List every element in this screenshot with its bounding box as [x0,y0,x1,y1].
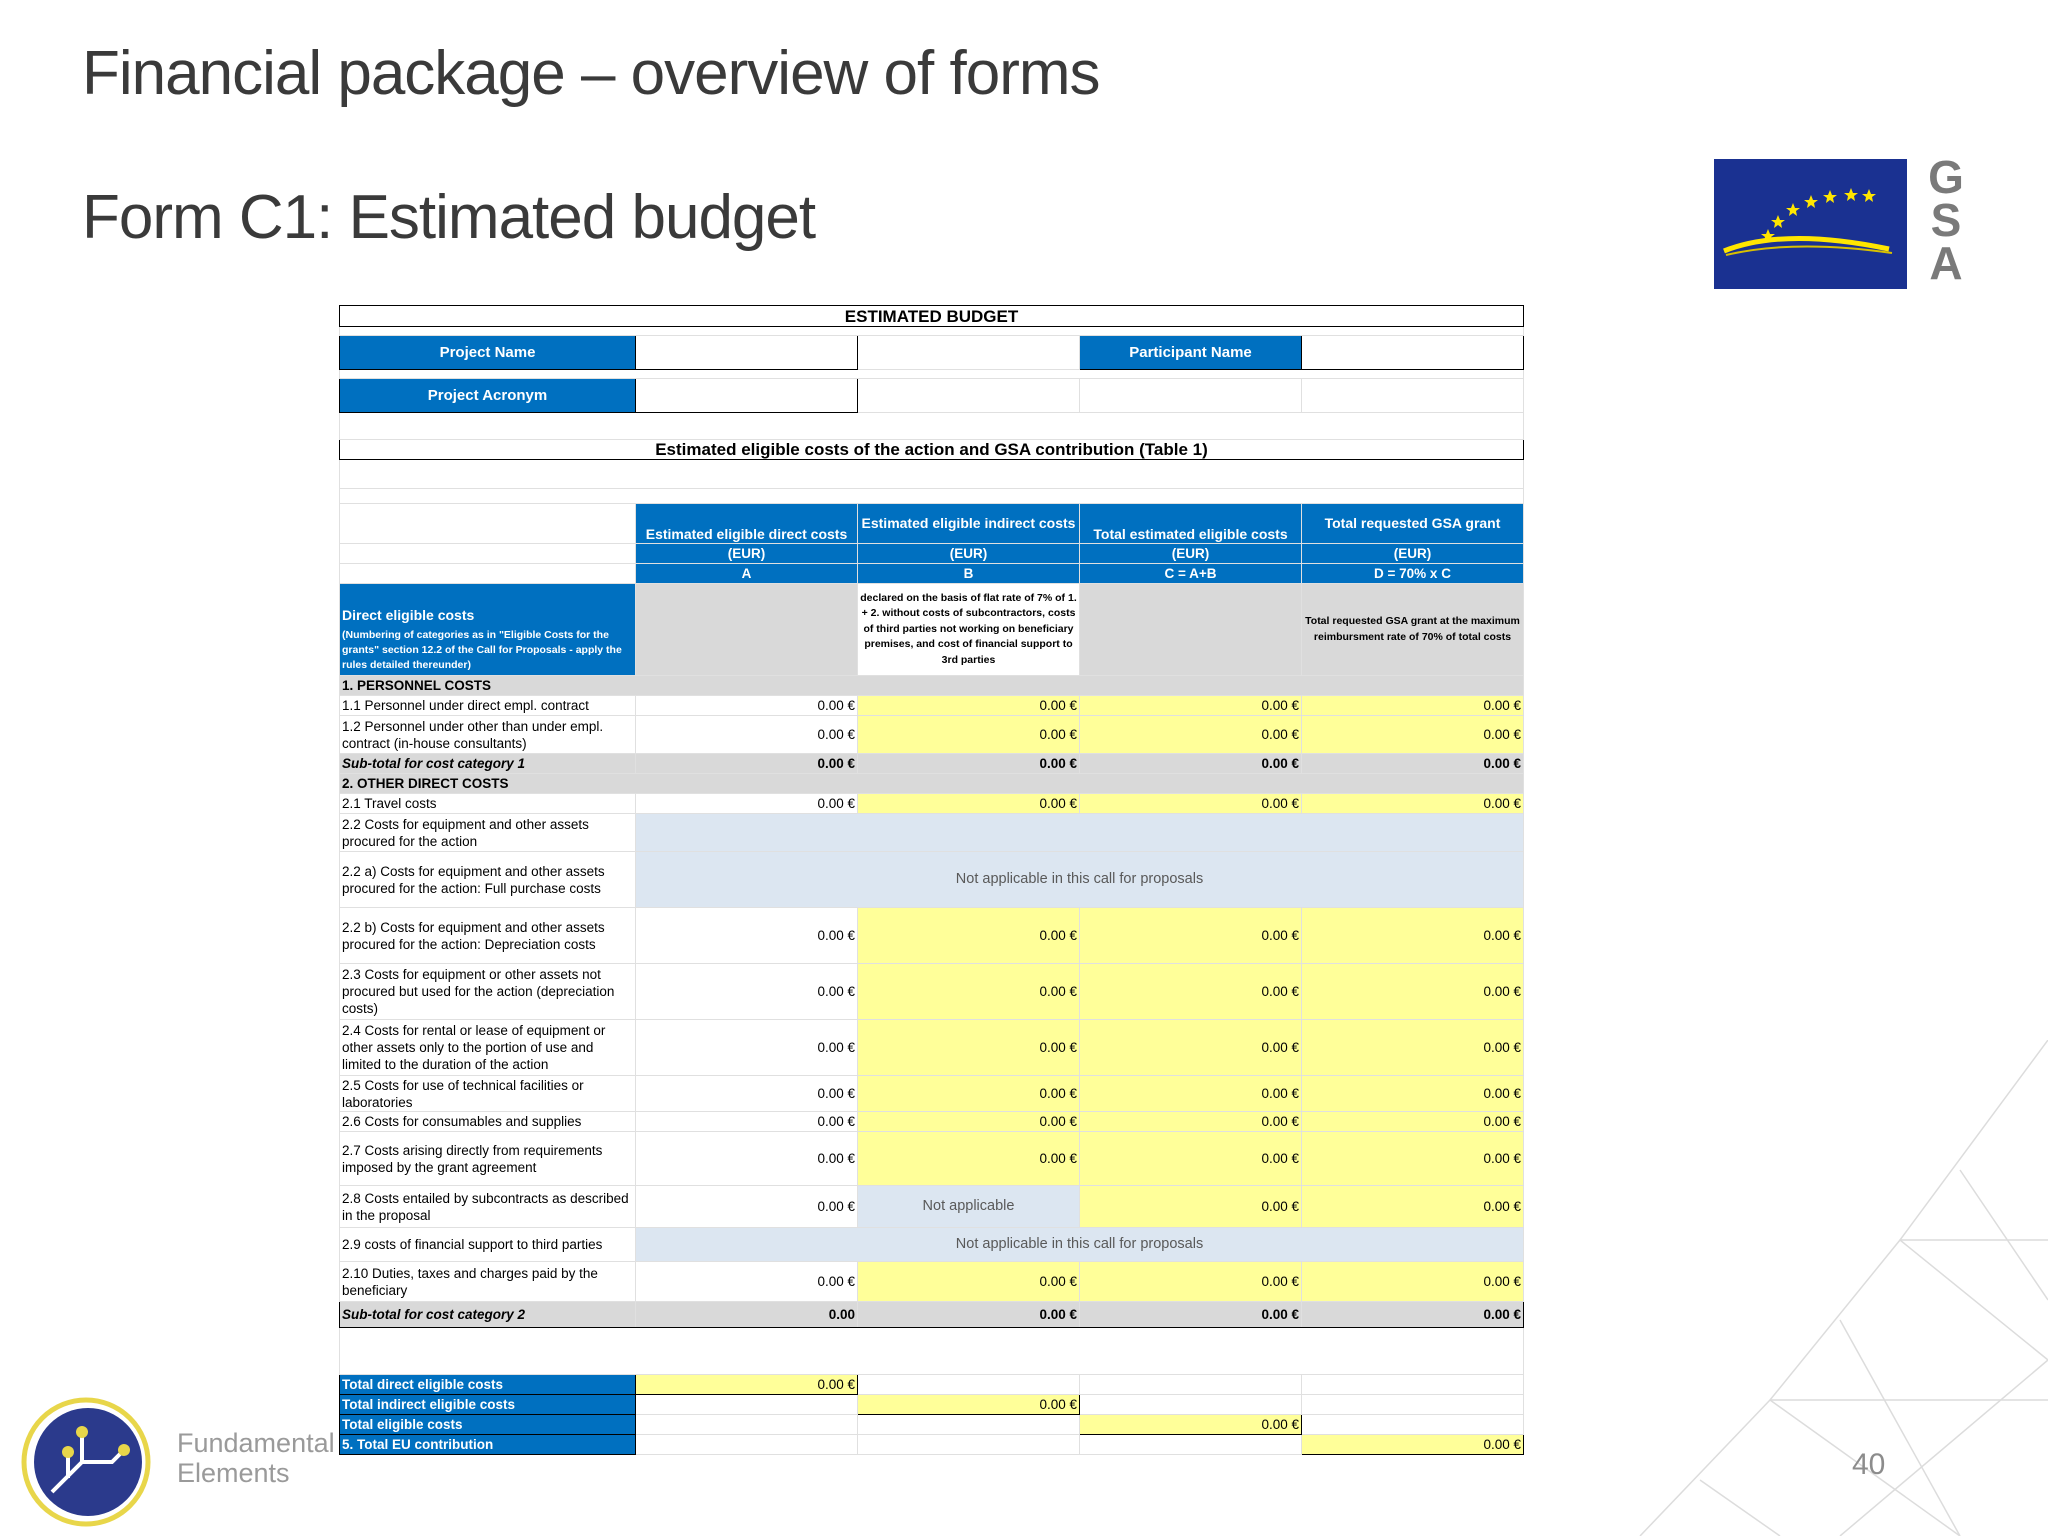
row-2-6-label: 2.6 Costs for consumables and supplies [340,1112,636,1132]
row-1-1-label: 1.1 Personnel under direct empl. contract [340,696,636,716]
r2-8-c: 0.00 € [1080,1186,1302,1228]
eu-stars-arc-icon [1714,159,1907,289]
direct-costs-label: Direct eligible costs [342,607,475,623]
r2-10-b: 0.00 € [858,1262,1080,1302]
row-2-5-label: 2.5 Costs for use of technical facilities or laboratories [340,1076,636,1112]
total-eu-label: 5. Total EU contribution [340,1435,636,1455]
r2-5-d: 0.00 € [1302,1076,1524,1112]
col-code-b: B [858,564,1080,584]
r2-5-b: 0.00 € [858,1076,1080,1112]
r2-2b-a[interactable]: 0.00 € [636,908,858,964]
slide-title: Financial package – overview of forms [82,39,1100,108]
r2-1-c: 0.00 € [1080,794,1302,814]
sub1-b: 0.00 € [858,754,1080,774]
r2-2b-d: 0.00 € [1302,908,1524,964]
total-direct-label: Total direct eligible costs [340,1375,636,1395]
table1-title: Estimated eligible costs of the action and GSA contribution (Table 1) [340,440,1524,460]
estimated-budget-header: ESTIMATED BUDGET [340,306,1524,327]
gsa-letter-g: G [1928,151,1964,203]
r2-5-c: 0.00 € [1080,1076,1302,1112]
row-2-7-label: 2.7 Costs arising directly from requirements imposed by the grant agreement [340,1132,636,1186]
row-1-2-label: 1.2 Personnel under other than under empl. contract (in-house consultants) [340,716,636,754]
r2-2a-na: Not applicable in this call for proposals [636,852,1524,908]
direct-costs-label-cell [340,584,636,676]
row-2-1-label: 2.1 Travel costs [340,794,636,814]
r2-6-c: 0.00 € [1080,1112,1302,1132]
total-eligible-label: Total eligible costs [340,1415,636,1435]
sub1-c: 0.00 € [1080,754,1302,774]
gsa-letter-a: A [1929,237,1963,289]
r2-1-a[interactable]: 0.00 € [636,794,858,814]
project-acronym-input[interactable] [636,379,858,413]
r2-7-d: 0.00 € [1302,1132,1524,1186]
r1-2-c: 0.00 € [1080,716,1302,754]
r2-3-b: 0.00 € [858,964,1080,1020]
row-2-8-label: 2.8 Costs entailed by subcontracts as described in the proposal [340,1186,636,1228]
col-unit-b: (EUR) [858,544,1080,564]
col-header-total: Total estimated eligible costs [1080,504,1302,544]
page-number: 40 [1852,1448,1886,1481]
r2-1-d: 0.00 € [1302,794,1524,814]
project-name-input[interactable] [636,336,858,370]
col-code-a: A [636,564,858,584]
r2-2b-b: 0.00 € [858,908,1080,964]
total-indirect-value: 0.00 € [858,1395,1080,1415]
r2-10-a[interactable]: 0.00 € [636,1262,858,1302]
r2-1-b: 0.00 € [858,794,1080,814]
indirect-note: declared on the basis of flat rate of 7% of 1. + 2. without costs of subcontractors, costs of third parties not working on beneficiary premises, and cost of financial support to 3rd parties [858,584,1080,676]
r2-6-a[interactable]: 0.00 € [636,1112,858,1132]
fe-line1: Fundamental [177,1428,335,1458]
row-estimated-budget [340,306,1524,327]
r2-8-a[interactable]: 0.00 € [636,1186,858,1228]
r2-9-na: Not applicable in this call for proposals [636,1228,1524,1262]
col-unit-a: (EUR) [636,544,858,564]
col-header-grant: Total requested GSA grant [1302,504,1524,544]
r2-2b-c: 0.00 € [1080,908,1302,964]
participant-name-label: Participant Name [1080,336,1302,370]
row-2-9-label: 2.9 costs of financial support to third parties [340,1228,636,1262]
sub2-c: 0.00 € [1080,1302,1302,1328]
gsa-letter-s: S [1930,194,1962,246]
col-code-c: C = A+B [1080,564,1302,584]
row-2-3-label: 2.3 Costs for equipment or other assets not procured but used for the action (depreciation costs) [340,964,636,1020]
sub1-a: 0.00 € [636,754,858,774]
sub2-a: 0.00 [636,1302,858,1328]
sub1-d: 0.00 € [1302,754,1524,774]
sub2-d: 0.00 € [1302,1302,1524,1328]
r1-2-d: 0.00 € [1302,716,1524,754]
r2-2-na [636,814,1524,852]
r2-8-d: 0.00 € [1302,1186,1524,1228]
r2-4-b: 0.00 € [858,1020,1080,1076]
slide-subtitle: Form C1: Estimated budget [82,183,816,252]
r1-1-b: 0.00 € [858,696,1080,716]
col-header-indirect: Estimated eligible indirect costs [858,504,1080,544]
row-2-2a-label: 2.2 a) Costs for equipment and other assets procured for the action: Full purchase costs [340,852,636,908]
r1-1-a[interactable]: 0.00 € [636,696,858,716]
r2-6-d: 0.00 € [1302,1112,1524,1132]
r2-3-d: 0.00 € [1302,964,1524,1020]
r2-7-c: 0.00 € [1080,1132,1302,1186]
sub2-b: 0.00 € [858,1302,1080,1328]
r2-4-d: 0.00 € [1302,1020,1524,1076]
total-eu-value: 0.00 € [1302,1435,1524,1455]
grant-note: Total requested GSA grant at the maximum reimbursment rate of 70% of total costs [1302,584,1524,676]
participant-name-input[interactable] [1302,336,1524,370]
direct-costs-note: (Numbering of categories as in "Eligible Costs for the grants" section 12.2 of the Call for Proposals - apply the rules detailed thereunder) [342,629,622,671]
r2-7-a[interactable]: 0.00 € [636,1132,858,1186]
col-code-d: D = 70% x C [1302,564,1524,584]
r2-10-d: 0.00 € [1302,1262,1524,1302]
col-unit-d: (EUR) [1302,544,1524,564]
total-indirect-label: Total indirect eligible costs [340,1395,636,1415]
r2-3-a[interactable]: 0.00 € [636,964,858,1020]
total-eligible-value: 0.00 € [1080,1415,1302,1435]
col-header-direct: Estimated eligible direct costs [636,504,858,544]
estimated-budget-table [339,305,1524,1455]
r2-8-b-na: Not applicable [858,1186,1080,1228]
fe-line2: Elements [177,1458,290,1488]
row-2-2b-label: 2.2 b) Costs for equipment and other assets procured for the action: Depreciation costs [340,908,636,964]
r2-3-c: 0.00 € [1080,964,1302,1020]
cat2-header: 2. OTHER DIRECT COSTS [340,774,1524,794]
r2-4-c: 0.00 € [1080,1020,1302,1076]
r2-5-a[interactable]: 0.00 € [636,1076,858,1112]
gsa-logo [1926,151,1966,290]
subtotal1-label: Sub-total for cost category 1 [340,754,636,774]
r1-1-d: 0.00 € [1302,696,1524,716]
r1-1-c: 0.00 € [1080,696,1302,716]
r2-4-a[interactable]: 0.00 € [636,1020,858,1076]
project-acronym-label: Project Acronym [340,379,636,413]
row-2-4-label: 2.4 Costs for rental or lease of equipment or other assets only to the portion of use and limited to the duration of the action [340,1020,636,1076]
total-direct-value: 0.00 € [636,1375,858,1395]
fundamental-elements-logo-icon [12,1392,156,1528]
row-2-2-label: 2.2 Costs for equipment and other assets procured for the action [340,814,636,852]
r2-10-c: 0.00 € [1080,1262,1302,1302]
subtotal2-label: Sub-total for cost category 2 [340,1302,636,1328]
project-name-label: Project Name [340,336,636,370]
fundamental-elements-wordmark [177,1428,335,1488]
r2-6-b: 0.00 € [858,1112,1080,1132]
triangle-pattern-decoration [1540,1040,2048,1536]
r2-7-b: 0.00 € [858,1132,1080,1186]
r1-2-b: 0.00 € [858,716,1080,754]
eu-flag-logo [1714,159,1907,289]
cat1-header: 1. PERSONNEL COSTS [340,676,1524,696]
col-unit-c: (EUR) [1080,544,1302,564]
r1-2-a[interactable]: 0.00 € [636,716,858,754]
row-2-10-label: 2.10 Duties, taxes and charges paid by the beneficiary [340,1262,636,1302]
